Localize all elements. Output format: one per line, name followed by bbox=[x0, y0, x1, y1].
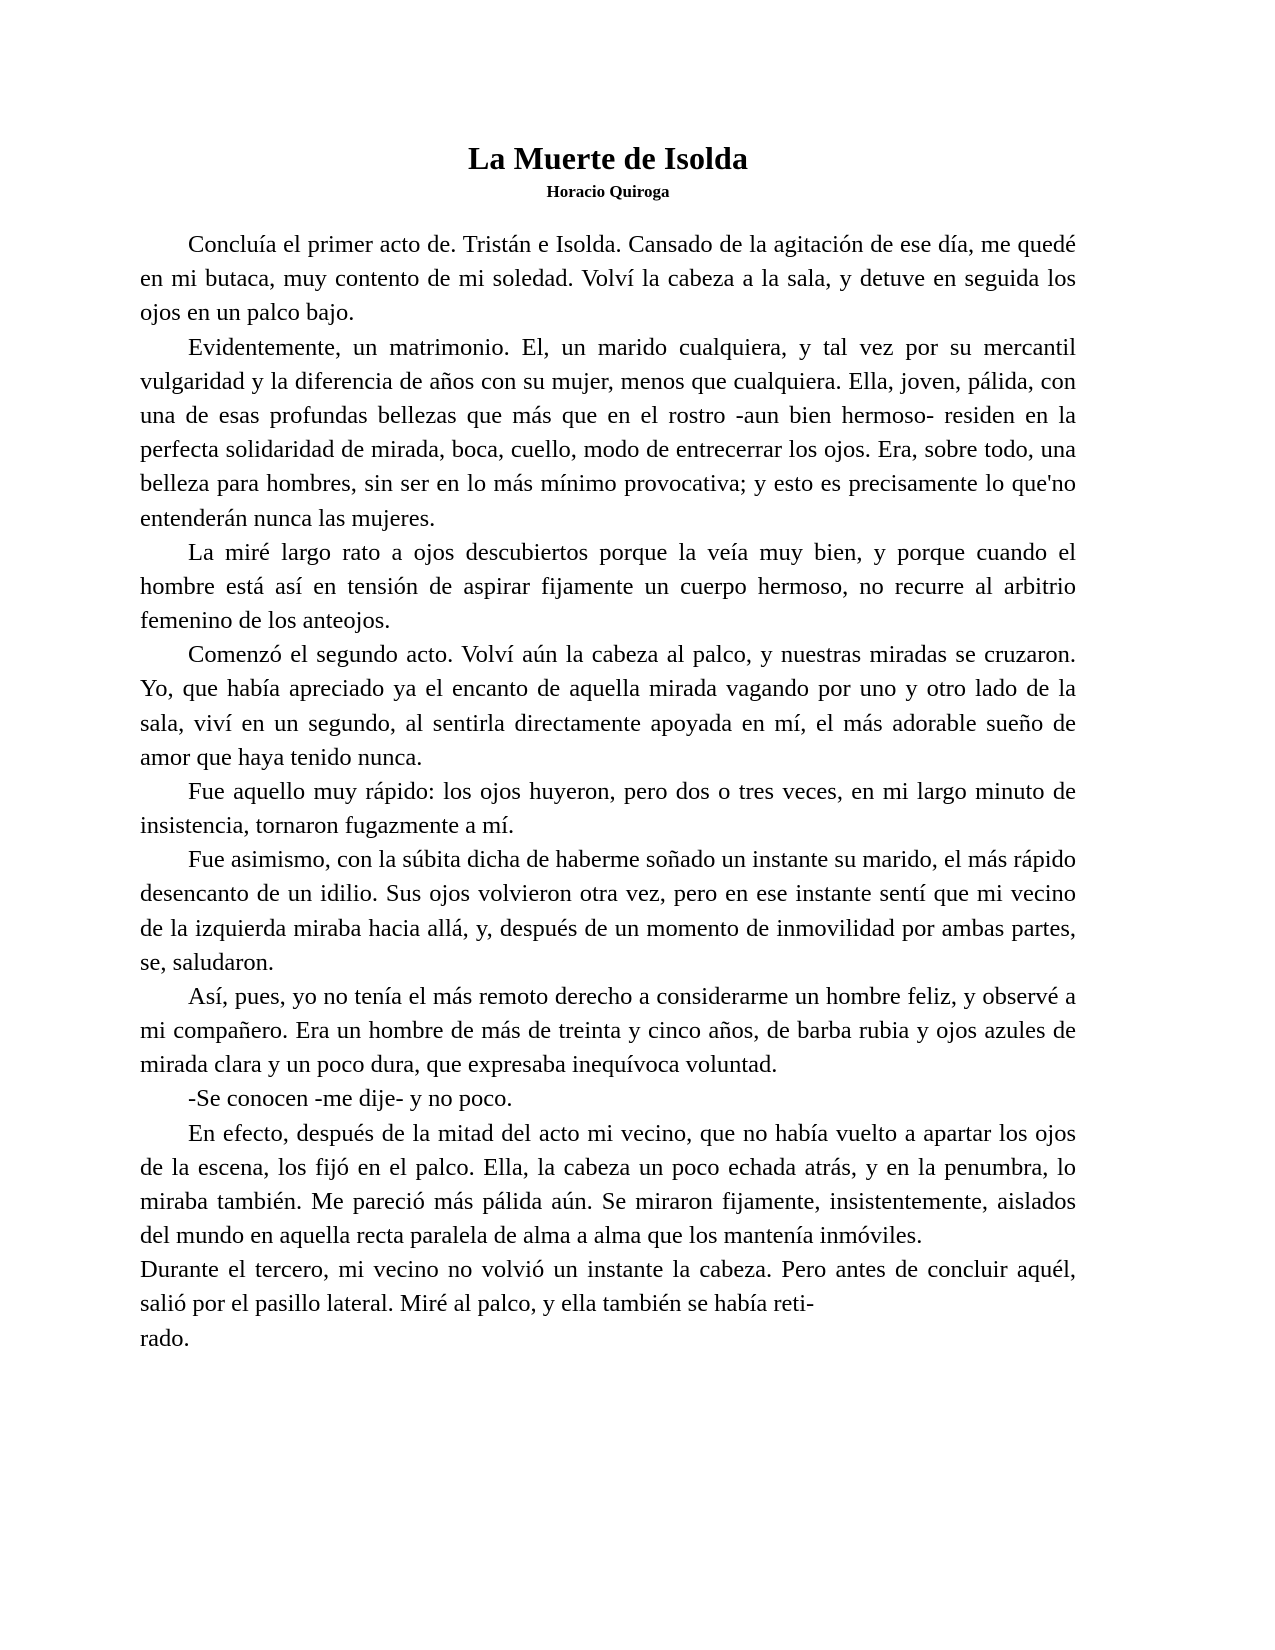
body-paragraph: Comenzó el segundo acto. Volví aún la cabeza al palco, y nuestras miradas se cruzaron. Yo, que había apreciado ya el encanto de aquella mirada vagando por uno y otro lado de la sala, viví en un segundo, al sentirla directamente apoyada en mí, el más adorable sueño de amor que haya tenido nunca. bbox=[140, 641, 1076, 771]
body-paragraph: -Se conocen -me dije- y no poco. bbox=[188, 1085, 513, 1113]
page-title: La Muerte de Isolda bbox=[467, 140, 749, 176]
document-body bbox=[140, 228, 1076, 1356]
body-paragraph: Evidentemente, un matrimonio. El, un marido cualquiera, y tal vez por su mercantil vulgaridad y la diferencia de años con su mujer, menos que cualquiera. Ella, joven, pálida, con una de esas profundas bellezas que más que en el rostro -aun bien hermoso- residen en la perfecta solidaridad de mirada, boca, cuello, modo de entrecerrar los ojos. Era, sobre todo, una belleza para hombres, sin ser en lo más mínimo provocativa; y esto es precisamente lo que'no entenderán nunca las mujeres. bbox=[140, 333, 1076, 532]
document-content bbox=[140, 140, 1076, 1356]
body-paragraph: Así, pues, yo no tenía el más remoto derecho a considerarme un hombre feliz, y observé a mi compañero. Era un hombre de más de treinta y cinco años, de barba rubia y ojos azules de mirada clara y un poco dura, que expresaba inequívoca voluntad. bbox=[140, 982, 1076, 1079]
body-paragraph: Concluía el primer acto de. Tristán e Isolda. Cansado de la agitación de ese día, me quedé en mi butaca, muy contento de mi soledad. Volví la cabeza a la sala, y detuve en seguida los ojos en un palco bajo. bbox=[140, 231, 1076, 327]
body-paragraph: Durante el tercero, mi vecino no volvió un instante la cabeza. Pero antes de concluir aquél, salió por el pasillo lateral. Miré al palco, y ella también se había reti- bbox=[140, 1256, 1076, 1318]
body-paragraph: La miré largo rato a ojos descubiertos porque la veía muy bien, y porque cuando el hombre está así en tensión de aspirar fijamente un cuerpo hermoso, no recurre al arbitrio femenino de los anteojos. bbox=[140, 538, 1076, 635]
body-paragraph: En efecto, después de la mitad del acto mi vecino, que no había vuelto a apartar los ojos de la escena, los fijó en el palco. Ella, la cabeza un poco echada atrás, y en la penumbra, lo miraba también. Me pareció más pálida aún. Se miraron fijamente, insistentemente, aislados del mundo en aquella recta paralela de alma a alma que los mantenía inmóviles. bbox=[140, 1119, 1076, 1250]
body-paragraph: rado. bbox=[140, 1324, 190, 1352]
body-paragraph: Fue asimismo, con la súbita dicha de haberme soñado un instante su marido, el más rápido desencanto de un idilio. Sus ojos volvieron otra vez, pero en ese instante sentí que mi vecino de la izquierda miraba hacia allá, y, después de un momento de inmovilidad por ambas partes, se, saludaron. bbox=[140, 846, 1076, 976]
document-author: Horacio Quiroga bbox=[546, 181, 670, 201]
body-paragraph: Fue aquello muy rápido: los ojos huyeron, pero dos o tres veces, en mi largo minuto de insistencia, tornaron fugazmente a mí. bbox=[140, 777, 1076, 840]
